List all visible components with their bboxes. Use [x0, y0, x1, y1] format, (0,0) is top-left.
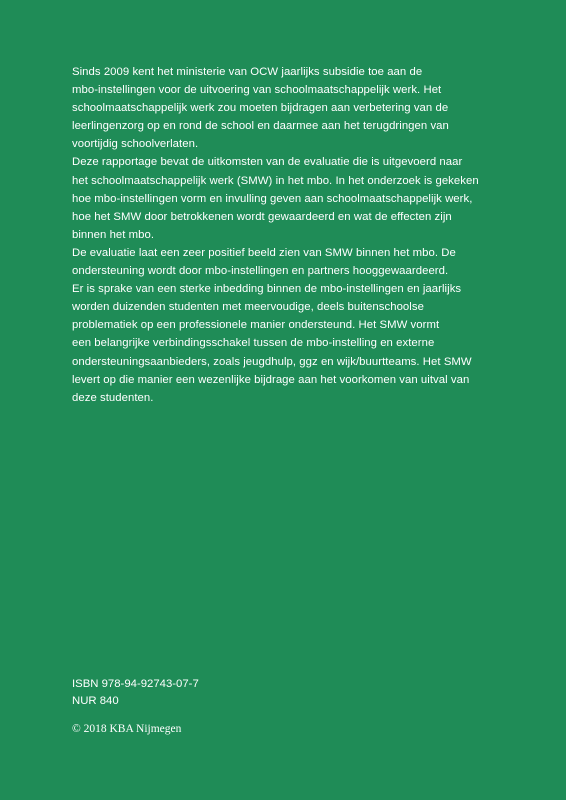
nur-code: NUR 840 [72, 694, 119, 707]
blurb-line: een belangrijke verbindingsschakel tussen de mbo-instelling en externe [72, 337, 435, 350]
blurb-line: schoolmaatschappelijk werk zou moeten bijdragen aan verbetering van de [72, 102, 449, 115]
blurb-line: binnen het mbo. [72, 228, 155, 241]
isbn-number: ISBN 978-94-92743-07-7 [72, 678, 199, 690]
blurb-text [72, 63, 502, 407]
blurb-line: voortijdig schoolverlaten. [72, 138, 199, 151]
blurb-line: leerlingenzorg op en rond de school en daarmee aan het terugdringen van [72, 120, 449, 133]
publication-info [72, 676, 199, 709]
blurb-line: deze studenten. [72, 391, 154, 404]
blurb-line: het schoolmaatschappelijk werk (SMW) in het mbo. In het onderzoek is gekeken [72, 174, 479, 187]
copyright-notice: © 2018 KBA Nijmegen [72, 723, 182, 735]
blurb-line: levert op die manier een wezenlijke bijdrage aan het voorkomen van uitval van [72, 373, 470, 386]
blurb-line: hoe mbo-instellingen vorm en invulling geven aan schoolmaatschappelijk werk, [72, 192, 473, 205]
blurb-line: ondersteuning wordt door mbo-instellingen en partners hooggewaardeerd. [72, 265, 449, 278]
blurb-line: Er is sprake van een sterke inbedding binnen de mbo-instellingen en jaarlijks [72, 283, 462, 296]
blurb-line: Sinds 2009 kent het ministerie van OCW jaarlijks subsidie toe aan de [72, 66, 423, 78]
blurb-line: problematiek op een professionele manier ondersteund. Het SMW vormt [72, 319, 440, 332]
blurb-line: De evaluatie laat een zeer positief beeld zien van SMW binnen het mbo. De [72, 246, 456, 259]
blurb-line: worden duizenden studenten met meervoudige, deels buitenschoolse [72, 301, 424, 314]
blurb-line: Deze rapportage bevat de uitkomsten van de evaluatie die is uitgevoerd naar [72, 156, 463, 169]
blurb-line: hoe het SMW door betrokkenen wordt gewaardeerd en wat de effecten zijn [72, 210, 452, 223]
blurb-line: mbo-instellingen voor de uitvoering van schoolmaatschappelijk werk. Het [72, 84, 442, 97]
blurb-line: ondersteuningsaanbieders, zoals jeugdhulp, ggz en wijk/buurtteams. Het SMW [72, 355, 472, 368]
